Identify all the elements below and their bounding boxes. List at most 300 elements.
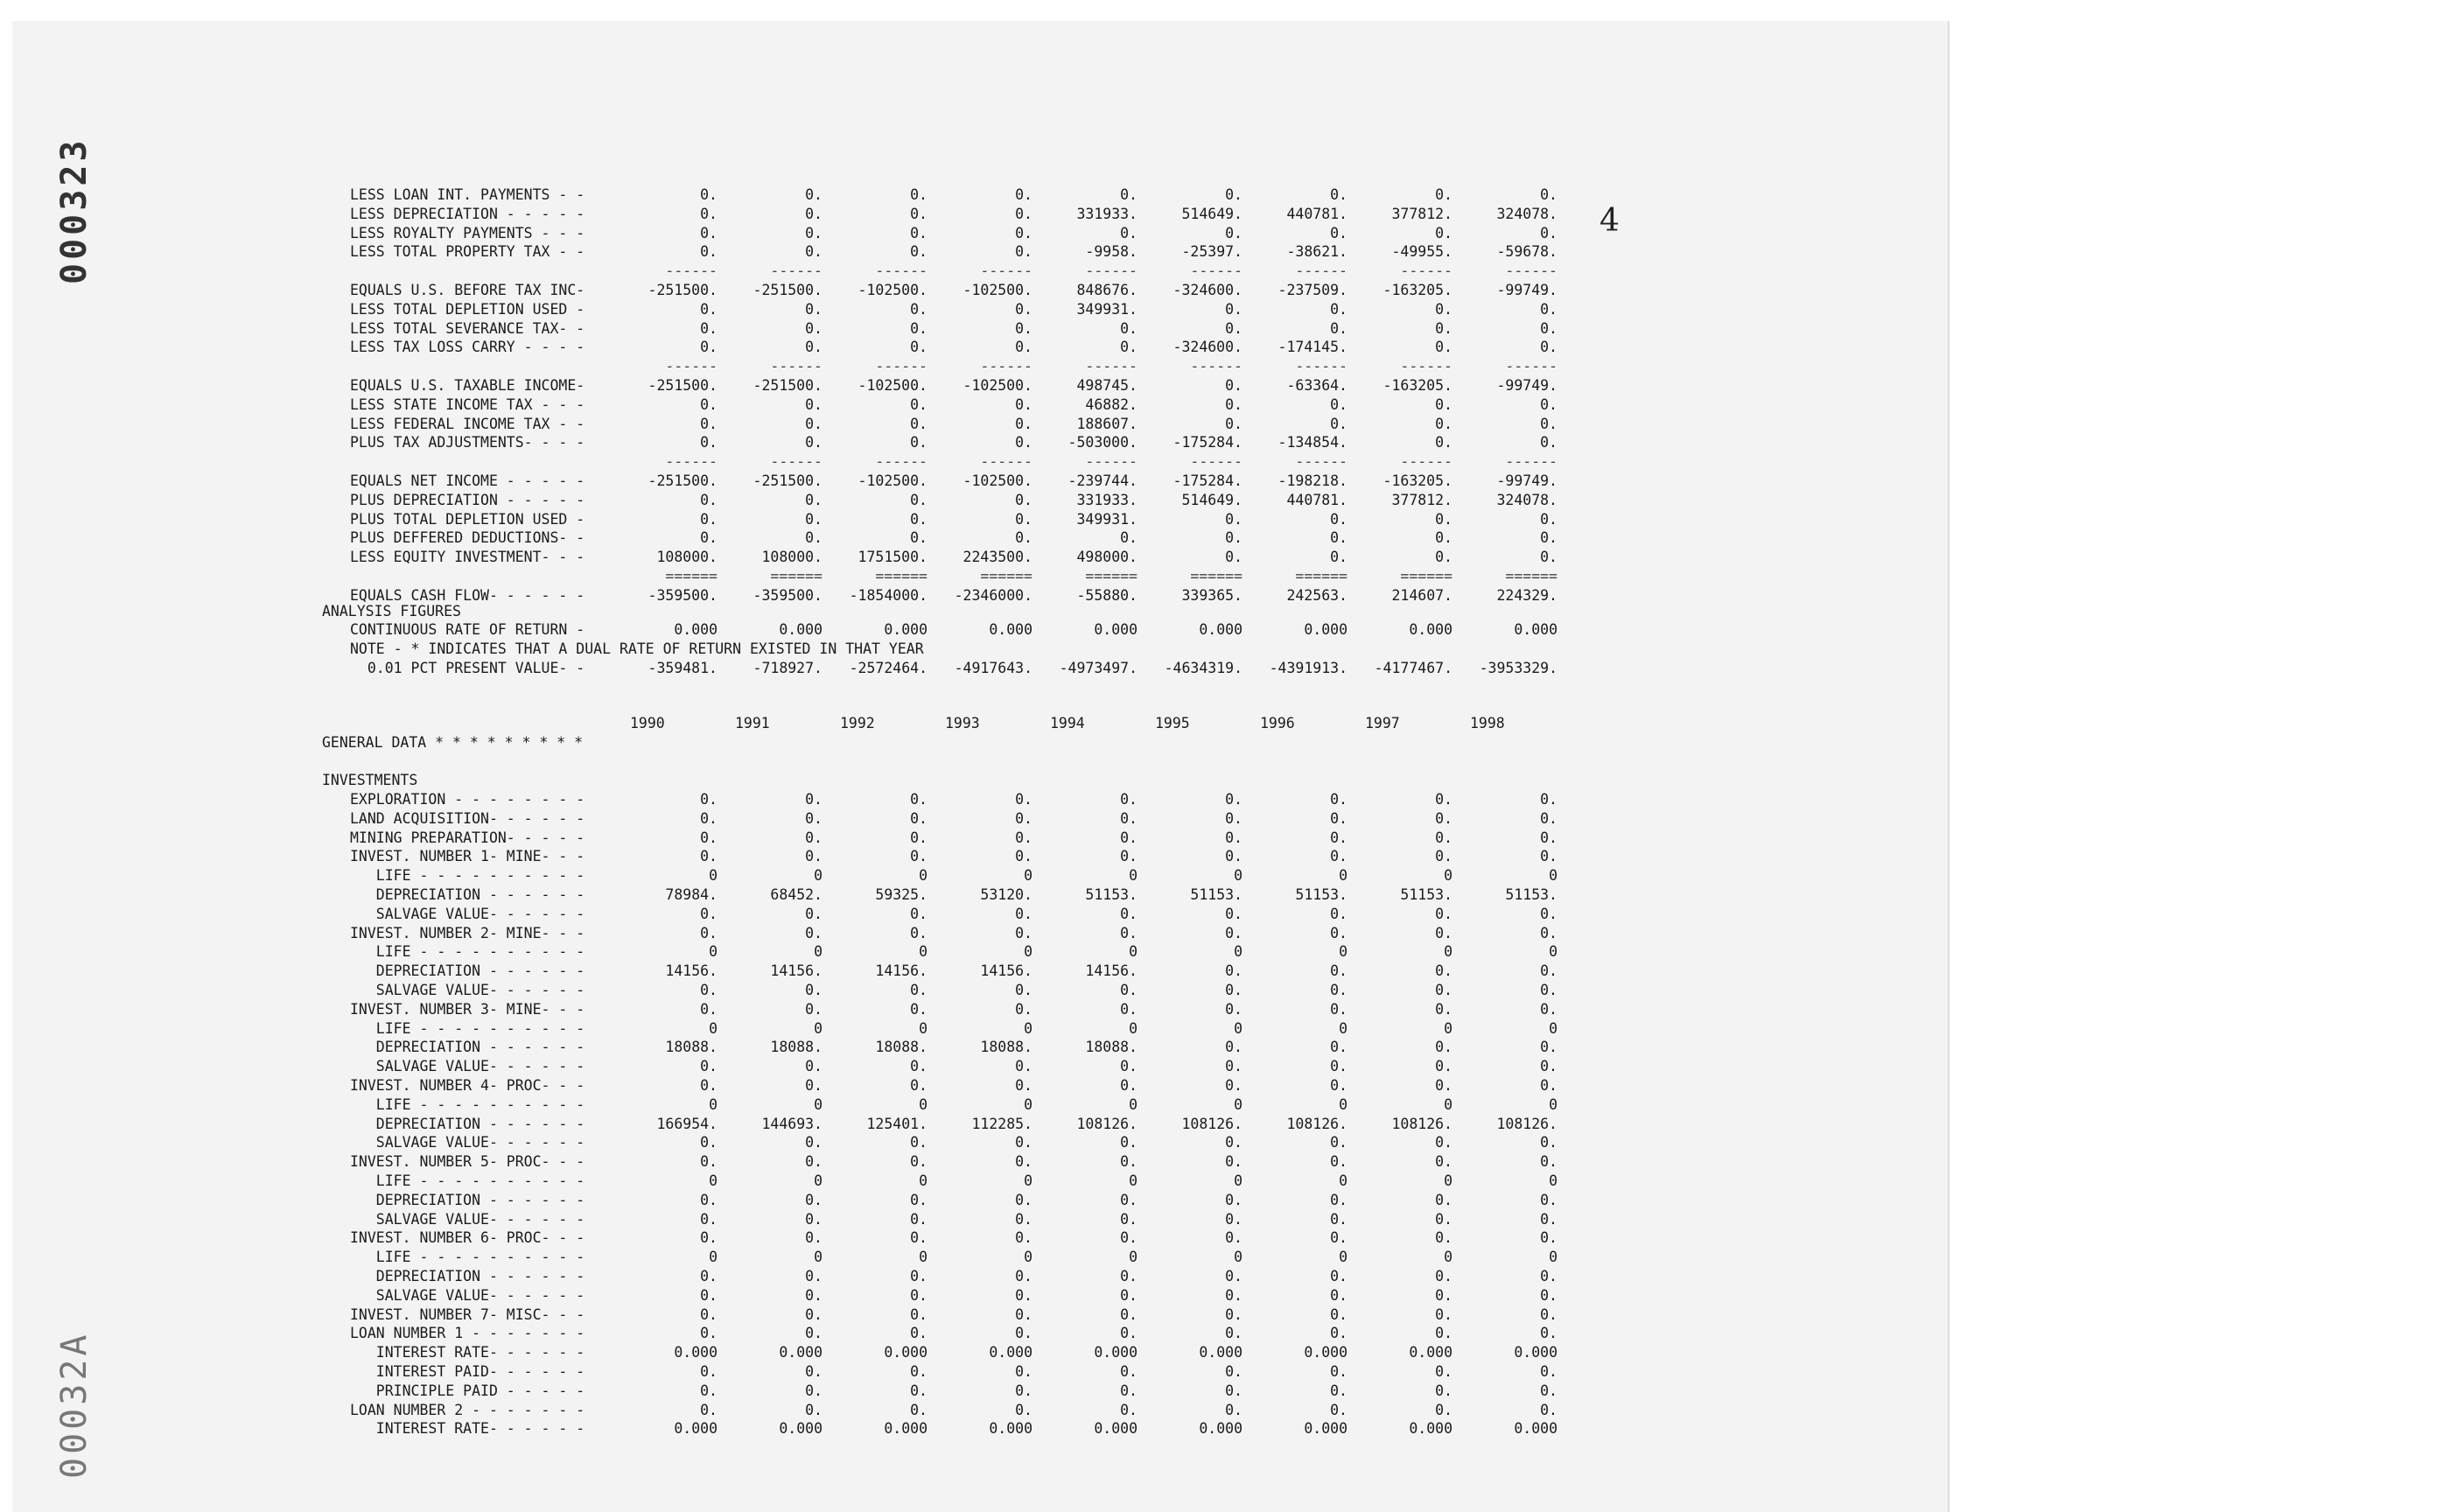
- value-cell: 0.: [910, 1401, 928, 1418]
- value-cell: 0.000: [1304, 1420, 1348, 1438]
- value-cell: 0.: [1225, 848, 1242, 865]
- value-cell: 0.: [1225, 319, 1242, 337]
- value-cell: 0: [1444, 1096, 1452, 1113]
- row-label: LESS TOTAL DEPLETION USED -: [350, 300, 585, 318]
- value-cell: 0.: [805, 809, 822, 827]
- separator-mark: ------: [1400, 262, 1452, 280]
- separator-mark: ======: [1505, 568, 1558, 584]
- value-cell: 0.: [1225, 1268, 1242, 1284]
- value-cell: 377812.: [1391, 491, 1452, 508]
- value-cell: 0.000: [1514, 1344, 1558, 1362]
- separator-mark: ======: [665, 568, 718, 584]
- value-cell: 0.: [910, 1058, 928, 1075]
- value-cell: 0.000: [779, 621, 822, 638]
- year-label: 1998: [1470, 715, 1505, 732]
- value-cell: 0.000: [1199, 1420, 1242, 1438]
- value-cell: 0.: [700, 1401, 718, 1418]
- year-label: 1991: [735, 715, 770, 732]
- year-label: 1997: [1365, 715, 1400, 732]
- value-cell: 0: [709, 867, 718, 885]
- value-cell: 324078.: [1496, 205, 1558, 222]
- value-cell: 0.: [700, 829, 718, 846]
- row-label: SALVAGE VALUE- - - - - -: [350, 982, 585, 998]
- value-cell: 0.: [1015, 1000, 1032, 1018]
- value-cell: 18088.: [875, 1039, 928, 1056]
- value-cell: 0.: [1330, 982, 1348, 998]
- value-cell: 0.: [910, 434, 928, 452]
- value-cell: 0.: [910, 1191, 928, 1208]
- value-cell: 0.: [700, 848, 718, 865]
- value-cell: 0.: [910, 1210, 928, 1228]
- row-label: SALVAGE VALUE- - - - - -: [350, 1210, 585, 1228]
- value-cell: 0.: [1330, 1229, 1348, 1247]
- value-cell: 0.: [805, 1191, 822, 1208]
- value-cell: 0.: [1435, 1325, 1452, 1342]
- value-cell: 0.: [1540, 434, 1558, 452]
- value-cell: 0.: [1225, 829, 1242, 846]
- value-cell: 0.: [1435, 1077, 1452, 1094]
- separator-mark: ------: [665, 358, 718, 375]
- value-cell: 0.: [805, 434, 822, 452]
- value-cell: 0.: [1330, 549, 1348, 566]
- value-cell: 0.: [1015, 224, 1032, 242]
- value-cell: 0.: [1330, 1134, 1348, 1152]
- value-cell: 0.: [1540, 396, 1558, 413]
- value-cell: 0.: [700, 510, 718, 528]
- value-cell: 0.: [700, 1077, 718, 1094]
- row-label: LIFE - - - - - - - - - -: [350, 867, 585, 885]
- value-cell: 0.: [1330, 1039, 1348, 1056]
- value-cell: 0.: [1015, 1401, 1032, 1418]
- value-cell: -239744.: [1068, 472, 1138, 489]
- value-cell: 0: [1549, 1096, 1558, 1113]
- row-label: LESS LOAN INT. PAYMENTS - -: [350, 186, 585, 203]
- value-cell: 0.: [805, 1363, 822, 1380]
- value-cell: 0.: [1015, 982, 1032, 998]
- value-cell: 0: [919, 1019, 928, 1037]
- value-cell: 0.: [1330, 529, 1348, 547]
- value-cell: 440781.: [1286, 491, 1348, 508]
- value-cell: -102500.: [962, 282, 1032, 298]
- value-cell: 0.: [1120, 1000, 1138, 1018]
- value-cell: 0.: [910, 205, 928, 222]
- separator-mark: ------: [1190, 358, 1242, 375]
- value-cell: 0: [1129, 1096, 1138, 1113]
- value-cell: -324600.: [1172, 339, 1242, 356]
- value-cell: 0.: [1435, 924, 1452, 942]
- value-cell: 0.: [1120, 1306, 1138, 1323]
- value-cell: 0.: [1015, 1210, 1032, 1228]
- value-cell: 0.: [1540, 529, 1558, 547]
- value-cell: 0.000: [674, 1344, 718, 1362]
- separator-mark: ------: [980, 453, 1032, 471]
- value-cell: 0.: [1225, 1191, 1242, 1208]
- value-cell: 0.: [805, 186, 822, 203]
- row-label: LOAN NUMBER 1 - - - - - - -: [350, 1325, 585, 1342]
- row-label: LOAN NUMBER 2 - - - - - - -: [350, 1401, 585, 1418]
- value-cell: 108126.: [1391, 1115, 1452, 1132]
- value-cell: 0.: [1540, 510, 1558, 528]
- value-cell: 0: [1024, 1172, 1032, 1189]
- value-cell: 0.000: [884, 1420, 928, 1438]
- value-cell: 144693.: [761, 1115, 822, 1132]
- value-cell: 0.: [805, 1000, 822, 1018]
- value-cell: 0.: [1330, 1382, 1348, 1399]
- value-cell: 0.: [700, 1229, 718, 1247]
- value-cell: 324078.: [1496, 491, 1558, 508]
- value-cell: 0.000: [884, 621, 928, 638]
- value-cell: 0.: [910, 791, 928, 808]
- value-cell: 1751500.: [858, 549, 928, 566]
- value-cell: 14156.: [1085, 962, 1138, 980]
- value-cell: 0.000: [674, 621, 718, 638]
- value-cell: 18088.: [980, 1039, 1032, 1056]
- separator-mark: ------: [1085, 358, 1138, 375]
- value-cell: 0.: [1225, 1039, 1242, 1056]
- value-cell: 0.: [1330, 848, 1348, 865]
- separator-mark: ------: [1295, 453, 1348, 471]
- separator-mark: ------: [1400, 453, 1452, 471]
- value-cell: -174145.: [1278, 339, 1348, 356]
- value-cell: 0.: [805, 924, 822, 942]
- value-cell: 14156.: [770, 962, 822, 980]
- value-cell: 51153.: [1085, 886, 1138, 903]
- value-cell: -503000.: [1068, 434, 1138, 452]
- row-label: PLUS DEFFERED DEDUCTIONS- -: [350, 529, 585, 547]
- value-cell: 108000.: [761, 549, 822, 566]
- value-cell: 108126.: [1181, 1115, 1242, 1132]
- value-cell: 0.: [805, 396, 822, 413]
- separator-mark: ------: [1505, 262, 1558, 280]
- value-cell: 0.: [1225, 549, 1242, 566]
- investments-heading: INVESTMENTS: [322, 772, 418, 788]
- value-cell: 0.: [910, 1077, 928, 1094]
- value-cell: 0.: [1540, 1306, 1558, 1323]
- value-cell: 0.: [805, 224, 822, 242]
- value-cell: 0.: [1015, 1229, 1032, 1247]
- value-cell: 0.: [700, 982, 718, 998]
- value-cell: 0: [1444, 867, 1452, 885]
- value-cell: 0.: [1330, 1268, 1348, 1284]
- value-cell: 0.: [1330, 791, 1348, 808]
- value-cell: 0: [1444, 1172, 1452, 1189]
- value-cell: 0.: [1435, 415, 1452, 432]
- value-cell: 0: [1129, 1019, 1138, 1037]
- value-cell: -251500.: [648, 472, 718, 489]
- value-cell: 0.: [700, 1286, 718, 1304]
- row-label: MINING PREPARATION- - - - -: [350, 829, 585, 846]
- value-cell: 0.: [1225, 1000, 1242, 1018]
- value-cell: 0.: [1015, 434, 1032, 452]
- value-cell: 0.: [1330, 396, 1348, 413]
- value-cell: 0.: [910, 510, 928, 528]
- value-cell: 0.: [1435, 186, 1452, 203]
- value-cell: 0.: [805, 491, 822, 508]
- value-cell: 0.: [910, 1134, 928, 1152]
- value-cell: 0.: [1225, 1363, 1242, 1380]
- value-cell: 0: [1024, 1249, 1032, 1266]
- value-cell: 0.: [1330, 1363, 1348, 1380]
- row-label: INVEST. NUMBER 4- PROC- - -: [350, 1077, 585, 1094]
- value-cell: 0.: [1120, 1077, 1138, 1094]
- value-cell: 0.: [700, 905, 718, 922]
- value-cell: 0.: [1540, 809, 1558, 827]
- value-cell: 108126.: [1286, 1115, 1348, 1132]
- value-cell: 0.: [1015, 186, 1032, 203]
- value-cell: 498745.: [1076, 377, 1138, 394]
- value-cell: 0.: [1120, 1286, 1138, 1304]
- row-label: LESS EQUITY INVESTMENT- - -: [350, 549, 585, 566]
- row-label: DEPRECIATION - - - - - -: [350, 1039, 585, 1056]
- value-cell: 0.: [805, 1401, 822, 1418]
- value-cell: -251500.: [752, 472, 822, 489]
- value-cell: -102500.: [858, 472, 928, 489]
- value-cell: 0.: [805, 1134, 822, 1152]
- value-cell: 0.000: [1304, 1344, 1348, 1362]
- value-cell: 0: [1444, 943, 1452, 961]
- value-cell: 0: [1129, 1172, 1138, 1189]
- row-label: LIFE - - - - - - - - - -: [350, 1096, 585, 1113]
- value-cell: -38621.: [1286, 243, 1348, 261]
- value-cell: 0.: [1225, 186, 1242, 203]
- value-cell: 0.000: [1514, 1420, 1558, 1438]
- value-cell: 0.: [1330, 1286, 1348, 1304]
- separator-mark: ------: [1190, 453, 1242, 471]
- value-cell: 0.: [1120, 791, 1138, 808]
- value-cell: 0.: [1435, 848, 1452, 865]
- value-cell: 0.: [805, 982, 822, 998]
- value-cell: 0.: [805, 791, 822, 808]
- value-cell: 0: [709, 1249, 718, 1266]
- value-cell: 0.: [1225, 905, 1242, 922]
- value-cell: -3953329.: [1479, 660, 1558, 676]
- value-cell: 0.: [910, 1325, 928, 1342]
- value-cell: 0.: [1540, 982, 1558, 998]
- value-cell: 349931.: [1076, 510, 1138, 528]
- value-cell: 2243500.: [962, 549, 1032, 566]
- value-cell: -175284.: [1172, 434, 1242, 452]
- value-cell: 0: [1234, 1249, 1242, 1266]
- row-label: SALVAGE VALUE- - - - - -: [350, 1058, 585, 1075]
- value-cell: 0: [814, 867, 822, 885]
- value-cell: 0.: [1120, 905, 1138, 922]
- value-cell: 0.: [700, 924, 718, 942]
- value-cell: 0.000: [1514, 621, 1558, 638]
- row-label: LESS TAX LOSS CARRY - - - -: [350, 339, 585, 356]
- value-cell: -102500.: [858, 282, 928, 298]
- separator-mark: ------: [665, 453, 718, 471]
- value-cell: 0.: [1225, 1306, 1242, 1323]
- value-cell: 0.: [1015, 1286, 1032, 1304]
- value-cell: 0: [1024, 867, 1032, 885]
- value-cell: 0.: [1435, 1286, 1452, 1304]
- row-label: EQUALS NET INCOME - - - - -: [350, 472, 585, 489]
- value-cell: -1854000.: [849, 586, 928, 604]
- value-cell: 0.: [1120, 1382, 1138, 1399]
- value-cell: 0.: [1120, 224, 1138, 242]
- value-cell: 0.: [805, 529, 822, 547]
- value-cell: 0.: [1435, 1401, 1452, 1418]
- value-cell: 0: [709, 943, 718, 961]
- value-cell: 0.: [910, 243, 928, 261]
- value-cell: 0.: [910, 491, 928, 508]
- value-cell: 0.: [910, 339, 928, 356]
- value-cell: 0.: [700, 300, 718, 318]
- value-cell: 0.: [700, 224, 718, 242]
- value-cell: 0.: [1330, 1191, 1348, 1208]
- value-cell: 0.: [700, 1382, 718, 1399]
- value-cell: 0.: [1120, 982, 1138, 998]
- value-cell: 0: [1234, 1019, 1242, 1037]
- value-cell: 0.: [1120, 829, 1138, 846]
- value-cell: 0.: [1435, 1153, 1452, 1171]
- value-cell: 0.: [1015, 791, 1032, 808]
- value-cell: 0.: [1225, 1058, 1242, 1075]
- value-cell: 0.: [700, 1306, 718, 1323]
- value-cell: 0.: [1330, 224, 1348, 242]
- value-cell: -324600.: [1172, 282, 1242, 298]
- value-cell: 0: [919, 1096, 928, 1113]
- value-cell: -55880.: [1076, 586, 1138, 604]
- value-cell: 14156.: [980, 962, 1032, 980]
- value-cell: 0.: [1015, 1382, 1032, 1399]
- value-cell: 0.: [1540, 300, 1558, 318]
- value-cell: 0.: [1120, 848, 1138, 865]
- value-cell: 0.: [805, 1268, 822, 1284]
- value-cell: 0.: [1435, 339, 1452, 356]
- value-cell: 0.: [1435, 1229, 1452, 1247]
- year-label: 1992: [840, 715, 875, 732]
- row-label: EQUALS CASH FLOW- - - - - -: [350, 586, 585, 604]
- row-label: LAND ACQUISITION- - - - - -: [350, 809, 585, 827]
- year-label: 1993: [945, 715, 980, 732]
- page-stamp-bottom: 00032A: [54, 1331, 94, 1479]
- row-label: SALVAGE VALUE- - - - - -: [350, 905, 585, 922]
- row-label: PLUS TOTAL DEPLETION USED -: [350, 510, 585, 528]
- value-cell: 242563.: [1286, 586, 1348, 604]
- value-cell: 0.: [805, 1286, 822, 1304]
- value-cell: 0.: [1540, 186, 1558, 203]
- value-cell: 0.: [1120, 186, 1138, 203]
- separator-mark: ------: [980, 262, 1032, 280]
- value-cell: 0.: [1225, 1077, 1242, 1094]
- value-cell: 0.: [805, 848, 822, 865]
- value-cell: 0.: [1225, 1401, 1242, 1418]
- value-cell: 0.: [1435, 962, 1452, 980]
- value-cell: -359500.: [752, 586, 822, 604]
- value-cell: 0.000: [989, 621, 1032, 638]
- value-cell: -359481.: [648, 660, 718, 676]
- value-cell: 0.: [1540, 924, 1558, 942]
- value-cell: 0.: [1435, 1268, 1452, 1284]
- value-cell: 0.: [910, 1153, 928, 1171]
- value-cell: 0.: [1015, 1268, 1032, 1284]
- value-cell: 0.000: [1094, 621, 1138, 638]
- value-cell: 0.: [1435, 224, 1452, 242]
- value-cell: 0.: [910, 982, 928, 998]
- row-label: DEPRECIATION - - - - - -: [350, 1115, 585, 1132]
- value-cell: 0.: [1435, 1058, 1452, 1075]
- separator-mark: ------: [770, 262, 822, 280]
- value-cell: 0.: [805, 1382, 822, 1399]
- row-label: EXPLORATION - - - - - - - -: [350, 791, 585, 808]
- value-cell: -4634319.: [1164, 660, 1242, 676]
- value-cell: 0.: [1435, 1134, 1452, 1152]
- value-cell: 377812.: [1391, 205, 1452, 222]
- value-cell: 46882.: [1085, 396, 1138, 413]
- value-cell: 0.000: [1199, 621, 1242, 638]
- value-cell: 0.000: [674, 1420, 718, 1438]
- value-cell: 0.: [700, 1058, 718, 1075]
- value-cell: 0.: [1435, 809, 1452, 827]
- value-cell: 0.: [1330, 319, 1348, 337]
- value-cell: 0.: [805, 1306, 822, 1323]
- row-label: INTEREST RATE- - - - - -: [350, 1420, 585, 1438]
- value-cell: 0.: [1120, 1058, 1138, 1075]
- value-cell: 0.: [700, 529, 718, 547]
- separator-mark: ------: [1505, 358, 1558, 375]
- value-cell: -9958.: [1085, 243, 1138, 261]
- value-cell: 0.000: [989, 1420, 1032, 1438]
- row-label: DEPRECIATION - - - - - -: [350, 1191, 585, 1208]
- value-cell: 0.: [1540, 1286, 1558, 1304]
- value-cell: 0.: [1225, 529, 1242, 547]
- value-cell: 0.: [1015, 319, 1032, 337]
- row-label: INVEST. NUMBER 5- PROC- - -: [350, 1153, 585, 1171]
- value-cell: 0: [919, 943, 928, 961]
- value-cell: 0.: [700, 339, 718, 356]
- value-cell: 0.: [1120, 319, 1138, 337]
- value-cell: 0.: [1540, 962, 1558, 980]
- value-cell: 0.: [1330, 1077, 1348, 1094]
- value-cell: 0.: [1540, 1039, 1558, 1056]
- value-cell: 0.000: [1094, 1420, 1138, 1438]
- row-label: EQUALS U.S. BEFORE TAX INC-: [350, 282, 585, 298]
- handwritten-page-number: 4: [1600, 203, 1620, 239]
- value-cell: 0.: [1015, 491, 1032, 508]
- value-cell: 59325.: [875, 886, 928, 903]
- value-cell: 0: [1339, 1172, 1348, 1189]
- row-label: LIFE - - - - - - - - - -: [350, 943, 585, 961]
- value-cell: 0.: [1015, 924, 1032, 942]
- value-cell: 0.: [1540, 1210, 1558, 1228]
- value-cell: 0.: [1015, 1077, 1032, 1094]
- value-cell: 0.: [1015, 510, 1032, 528]
- value-cell: 0.: [1330, 1401, 1348, 1418]
- value-cell: 0.: [1225, 1229, 1242, 1247]
- value-cell: 0.: [1015, 339, 1032, 356]
- value-cell: 0.: [700, 1363, 718, 1380]
- value-cell: 0: [814, 1249, 822, 1266]
- separator-mark: ======: [1400, 568, 1452, 584]
- value-cell: -175284.: [1172, 472, 1242, 489]
- value-cell: 108000.: [656, 549, 718, 566]
- value-cell: 0.: [1015, 1134, 1032, 1152]
- value-cell: 339365.: [1181, 586, 1242, 604]
- value-cell: -251500.: [648, 282, 718, 298]
- value-cell: 0.: [700, 1191, 718, 1208]
- value-cell: 0.: [1015, 300, 1032, 318]
- value-cell: -163205.: [1382, 377, 1452, 394]
- value-cell: 0: [1129, 867, 1138, 885]
- value-cell: 0.: [1330, 809, 1348, 827]
- value-cell: 0.: [805, 205, 822, 222]
- value-cell: 0.: [1015, 415, 1032, 432]
- value-cell: 0.: [1435, 529, 1452, 547]
- separator-mark: ------: [1085, 453, 1138, 471]
- value-cell: 0: [814, 1096, 822, 1113]
- separator-mark: ------: [1085, 262, 1138, 280]
